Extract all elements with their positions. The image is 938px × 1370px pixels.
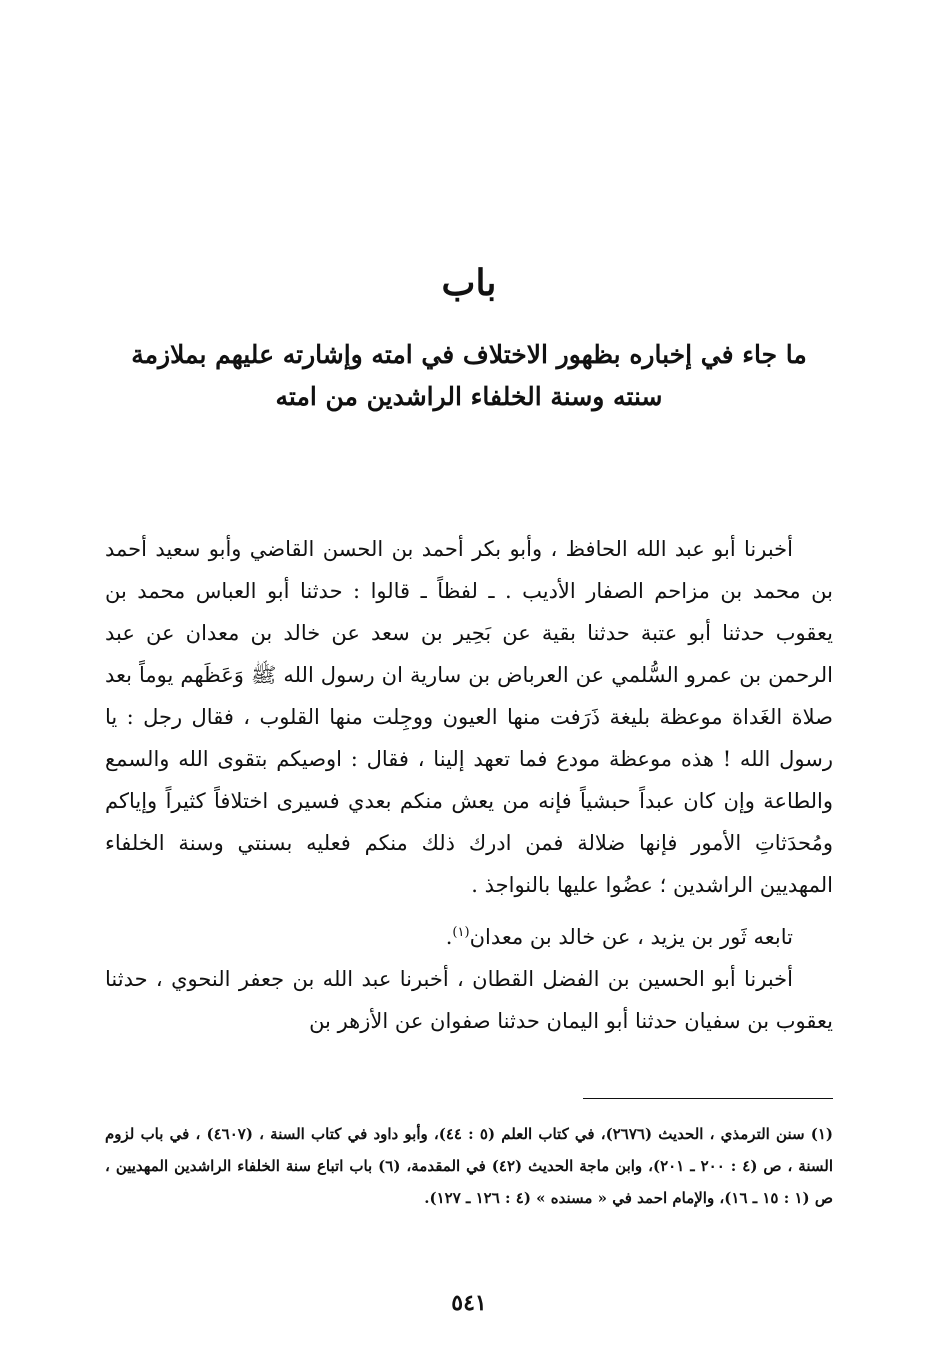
footnote-1: (١) سنن الترمذي ، الحديث (٢٦٧٦)، في كتاب العلم (٥ : ٤٤)، وأبو داود في كتاب السنة ، (٤٦٠٧) ، في باب لزوم السنة ، ص (٤ : ٢٠٠ ـ ٢٠١)، وابن ماجة الحديث (٤٢) في المقدمة، (٦) باب اتباع سنة الخلفاء الراشدين المهديين ، ص (١ : ١٥ ـ ١٦)، والإمام احمد في « مسنده » (٤ : ١٢٦ ـ ١٢٧). (105, 1125, 833, 1207)
paragraph-hadith: أخبرنا أبو عبد الله الحافظ ، وأبو بكر أحمد بن الحسن القاضي وأبو سعيد أحمد بن محمد بن مزاحم الصفار الأديب . ـ لفظاً ـ قالوا : حدثنا أبو العباس محمد بن يعقوب حدثنا أبو عتبة حدثنا بقية عن بَحِير بن سعد عن خالد بن معدان عن عبد الرحمن بن عمرو السُّلمي عن العرباض بن سارية ان رسول الله ﷺ وَعَظَهم يوماً بعد صلاة الغَداة موعظة بليغة ذَرَفت منها العيون ووجِلت منها القلوب ، فقال رجل : يا رسول الله ! هذه موعظة مودع فما تعهد إلينا ، فقال : اوصيكم بتقوى الله والسمع والطاعة وإن كان عبداً حبشياً فإنه من يعش منكم بعدي فسيرى اختلافاً كثيراً وإياكم ومُحدَثاتِ الأمور فإنها ضلالة فمن ادرك ذلك منكم فعليه بسنتي وسنة الخلفاء المهديين الراشدين ؛ عضُوا عليها بالنواجذ . (105, 537, 834, 897)
footnote-reference[interactable]: (١) (452, 925, 470, 940)
paragraph-follow-up (105, 912, 833, 958)
body-text (105, 528, 833, 1042)
chapter-heading-line-2: سنته وسنة الخلفاء الراشدين من امته (275, 382, 663, 411)
footnote-separator (583, 1098, 833, 1099)
follow-up-end: . (445, 925, 453, 949)
chapter-heading-line-1: ما جاء في إخباره بظهور الاختلاف في امته وإشارته عليهم بملازمة (131, 340, 807, 369)
page-number: ٥٤١ (451, 1290, 487, 1316)
follow-up-text: تابعه ثَور بن يزيد ، عن خالد بن معدان (469, 925, 793, 949)
paragraph-second-chain: أخبرنا أبو الحسين بن الفضل القطان ، أخبرنا عبد الله بن جعفر النحوي ، حدثنا يعقوب بن سفيان حدثنا أبو اليمان حدثنا صفوان عن الأزهر بن (105, 967, 833, 1033)
chapter-title: باب (441, 262, 497, 304)
footnotes (105, 1118, 833, 1214)
chapter-heading (100, 334, 838, 418)
